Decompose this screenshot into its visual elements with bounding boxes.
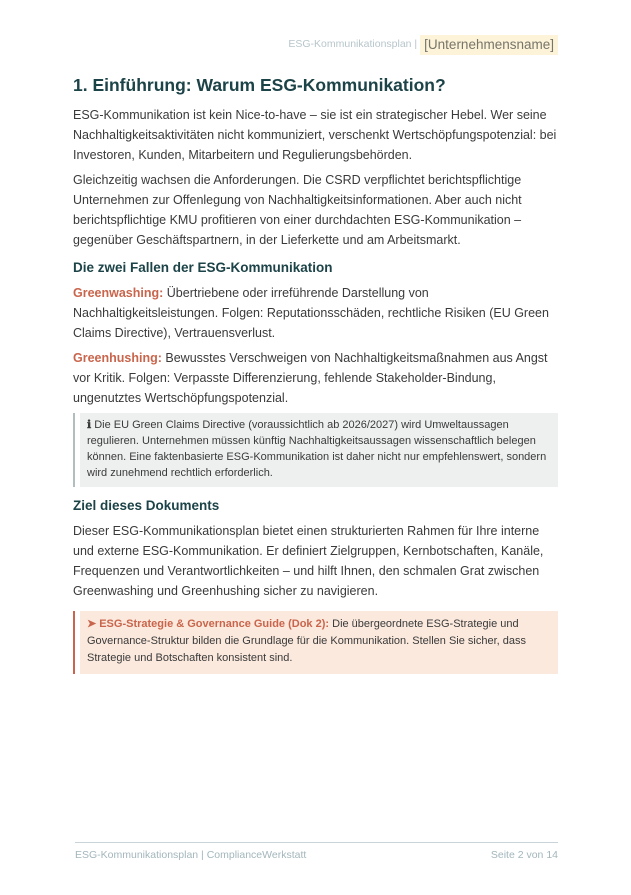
page-footer [75, 842, 558, 861]
greenwashing-text: Übertriebene oder irreführende Darstellung von Nachhaltigkeitsleistungen. Folgen: Reputationsschäden, rechtliche Risiken (EU Green Claims Directive), Vertrauensverlust. [73, 286, 549, 340]
intro-paragraph-1: ESG-Kommunikation ist kein Nice-to-have – sie ist ein strategischer Hebel. Wer seine Nachhaltigkeitsaktivitäten nicht kommuniziert, verschenkt Wertschöpfungspotenzial: bei Investoren, Kunden, Mitarbeitern und Regulierungsbehörden. [73, 108, 557, 162]
callout-label: ESG-Strategie & Governance Guide (Dok 2): [99, 618, 330, 630]
greenwashing-paragraph [73, 283, 558, 343]
callout-text: Die übergeordnete ESG-Strategie und Governance-Struktur bilden die Grundlage für die Kommunikation. Stellen Sie sicher, dass Strategie und Botschaften konsistent sind. [87, 618, 527, 664]
company-name-placeholder: [Unternehmensname] [420, 35, 558, 55]
greenhushing-text: Bewusstes Verschweigen von Nachhaltigkeitsmaßnahmen aus Angst vor Kritik. Folgen: Verpasste Differenzierung, fehlende Stakeholder-Bindung, ungenutztes Wertschöpfungspotenzial. [73, 351, 548, 405]
section-heading-goal: Ziel dieses Dokuments [73, 498, 220, 513]
callout-body [80, 611, 558, 674]
arrow-icon: ➤ [87, 618, 97, 630]
header-doc-label: ESG-Kommunikationsplan | [288, 38, 418, 50]
info-box-text: Die EU Green Claims Directive (voraussichtlich ab 2026/2027) wird Umweltaussagen regulieren. Unternehmen müssen künftig Nachhaltigkeitsaussagen wissenschaftlich belegen können. Eine faktenbasierte ESG-Kommunikation ist daher nicht nur empfehlenswert, sondern wird zunehmend rechtlich erforderlich. [87, 419, 547, 479]
goal-paragraph: Dieser ESG-Kommunikationsplan bietet einen strukturierten Rahmen für Ihre interne und externe ESG-Kommunikation. Er definiert Zielgruppen, Kernbotschaften, Kanäle, Frequenzen und Verantwortlichkeiten – und hilft Ihnen, den schmalen Grat zwischen Greenwashing und Greenhushing sicher zu navigieren. [73, 524, 544, 598]
info-box-body [80, 413, 558, 487]
intro-paragraph-2: Gleichzeitig wachsen die Anforderungen. Die CSRD verpflichtet berichtspflichtige Unternehmen zur Offenlegung von Nachhaltigkeitsinformationen. Aber auch nicht berichtspflichtige KMU profitieren von einer durchdachten ESG-Kommunikation – gegenüber Geschäftspartnern, in der Lieferkette und am Arbeitsmarkt. [73, 173, 522, 247]
greenwashing-label: Greenwashing: [73, 286, 164, 300]
page-content [73, 0, 558, 674]
cross-reference-callout [73, 611, 558, 674]
section-heading-traps: Die zwei Fallen der ESG-Kommunikation [73, 260, 333, 275]
info-box [73, 413, 558, 487]
info-icon: ℹ [87, 419, 92, 431]
footer-page-number: Seite 2 von 14 [490, 849, 558, 861]
page-title: 1. Einführung: Warum ESG-Kommunikation? [73, 75, 446, 95]
footer-left-text: ESG-Kommunikationsplan | ComplianceWerkstatt [75, 849, 307, 861]
greenhushing-paragraph [73, 348, 558, 408]
greenhushing-label: Greenhushing: [73, 351, 162, 365]
